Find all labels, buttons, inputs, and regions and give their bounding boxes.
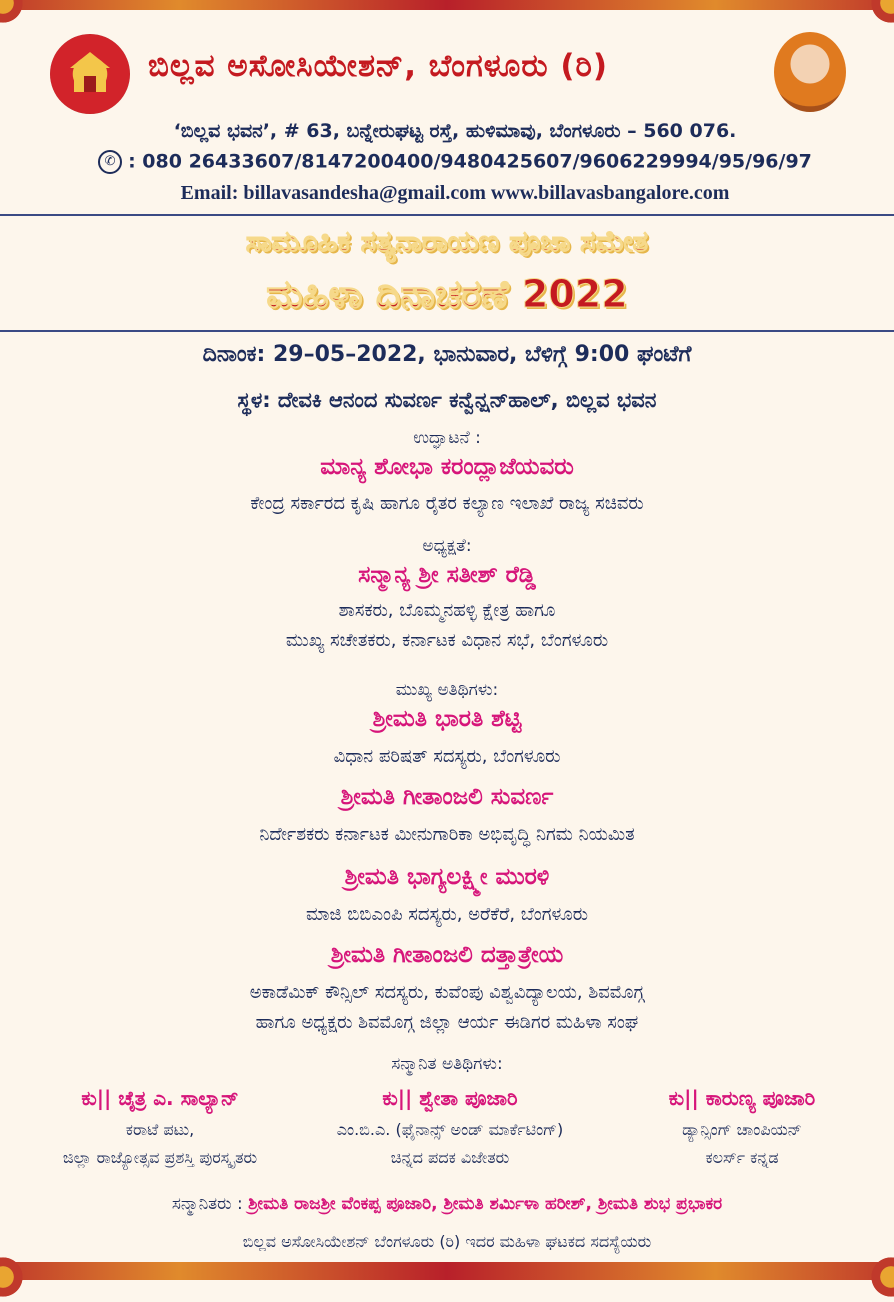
event-date: ದಿನಾಂಕ: 29–05–2022, ಭಾನುವಾರ, ಬೆಳಿಗ್ಗೆ 9:00 ಘಂಟೆಗೆ: [202, 342, 692, 367]
chief-guest-desc: ವಿಧಾನ ಪರಿಷತ್ ಸದಸ್ಯರು, ಬೆಂಗಳೂರು: [333, 746, 561, 767]
phone-line: [40, 150, 870, 174]
swamiji-photo-icon: [774, 32, 846, 112]
honored-guest-desc: ಕರಾಟೆ ಪಟು,: [125, 1120, 195, 1139]
president-desc: ಶಾಸಕರು, ಬೊಮ್ಮನಹಳ್ಳಿ ಕ್ಷೇತ್ರ ಹಾಗೂ: [338, 600, 556, 621]
inauguration-label: ಉದ್ಘಾಟನೆ :: [413, 428, 481, 448]
org-name: ಬಿಲ್ಲವ ಅಸೋಸಿಯೇಶನ್, ಬೆಂಗಳೂರು (ರಿ): [148, 48, 609, 84]
bottom-border: [0, 1262, 894, 1280]
honored-guest-name: ಕು|| ಚೈತ್ರ ಎ. ಸಾಲ್ಯಾನ್: [81, 1086, 239, 1110]
event-title-line2: ಮಹಿಳಾ ದಿನಾಚರಣೆ 2022: [266, 272, 628, 316]
event-title-line1: ಸಾಮೂಹಿಕ ಸತ್ಯನಾರಾಯಣ ಪೂಜಾ ಸಮೇತ: [245, 224, 649, 258]
chief-guests-label: ಮುಖ್ಯ ಅತಿಥಿಗಳು:: [395, 680, 499, 700]
phone-icon: ✆: [98, 150, 122, 174]
event-venue: ಸ್ಥಳ: ದೇವಕಿ ಆನಂದ ಸುವರ್ಣ ಕನ್ವೆನ್ಷನ್‌ಹಾಲ್, ಬಿಲ್ಲವ ಭವನ: [237, 388, 657, 412]
honored-guest-desc: ಕಲರ್ಸ್ ಕನ್ನಡ: [705, 1148, 779, 1167]
honored-guests-label: ಸನ್ಮಾನಿತ ಅತಿಥಿಗಳು:: [391, 1054, 503, 1074]
felicitated-names: ಶ್ರೀಮತಿ ರಾಜಶ್ರೀ ವೆಂಕಪ್ಪ ಪೂಜಾರಿ, ಶ್ರೀಮತಿ ಶರ್ಮಿಳಾ ಹರೀಶ್, ಶ್ರೀಮತಿ ಶುಭ ಪ್ರಭಾಕರ: [248, 1194, 723, 1214]
honored-guest-desc: ಡ್ಯಾನ್ಸಿಂಗ್ ಚಾಂಪಿಯನ್: [682, 1120, 802, 1139]
email-website: Email: billavasandesha@gmail.com www.billavasbangalore.com: [180, 182, 730, 204]
inaugurator-desc: ಕೇಂದ್ರ ಸರ್ಕಾರದ ಕೃಷಿ ಹಾಗೂ ರೈತರ ಕಲ್ಯಾಣ ಇಲಾಖೆ ರಾಜ್ಯ ಸಚಿವರು: [250, 493, 644, 514]
honored-guest-desc: ಜಿಲ್ಲಾ ರಾಜ್ಯೋತ್ಸವ ಪ್ರಶಸ್ತಿ ಪುರಸ್ಕೃತರು: [62, 1148, 258, 1167]
chief-guest-desc: ಹಾಗೂ ಅಧ್ಯಕ್ಷರು ಶಿವಮೊಗ್ಗ ಜಿಲ್ಲಾ ಆರ್ಯ ಈಡಿಗರ ಮಹಿಳಾ ಸಂಘ: [255, 1012, 639, 1033]
chief-guest-name: ಶ್ರೀಮತಿ ಗೀತಾಂಜಲಿ ಸುವರ್ಣ: [340, 784, 554, 810]
felicitated-prefix: ಸನ್ಮಾನಿತರು :: [171, 1194, 243, 1214]
address: ‘ಬಿಲ್ಲವ ಭವನ’, # 63, ಬನ್ನೇರುಘಟ್ಟ ರಸ್ತೆ, ಹುಳಿಮಾವು, ಬೆಂಗಳೂರು – 560 076.: [173, 120, 737, 142]
honored-guest-name: ಕು|| ಕಾರುಣ್ಯ ಪೂಜಾರಿ: [668, 1086, 816, 1110]
inaugurator-name: ಮಾನ್ಯ ಶೋಭಾ ಕರಂದ್ಲಾಜೆಯವರು: [320, 454, 574, 480]
phone-numbers: : 080 26433607/8147200400/9480425607/9606229994/95/96/97: [128, 150, 812, 173]
president-name: ಸನ್ಮಾನ್ಯ ಶ್ರೀ ಸತೀಶ್ ರೆಡ್ಡಿ: [358, 562, 536, 588]
divider: [0, 330, 894, 332]
honored-guest-desc: ಎಂ.ಬಿ.ಎ. (ಫೈನಾನ್ಸ್ ಅಂಡ್ ಮಾರ್ಕೆಟಿಂಗ್): [336, 1120, 564, 1139]
chief-guest-desc: ಅಕಾಡೆಮಿಕ್ ಕೌನ್ಸಿಲ್ ಸದಸ್ಯರು, ಕುವೆಂಪು ವಿಶ್ವವಿದ್ಯಾಲಯ, ಶಿವಮೊಗ್ಗ: [249, 982, 645, 1003]
chief-guest-name: ಶ್ರೀಮತಿ ಭಾರತಿ ಶೆಟ್ಟಿ: [372, 706, 522, 732]
felicitated-members: [0, 1194, 894, 1214]
org-note: ಬಿಲ್ಲವ ಅಸೋಸಿಯೇಶನ್ ಬೆಂಗಳೂರು (ರಿ) ಇದರ ಮಹಿಳಾ ಘಟಕದ ಸದಸ್ಯೆಯರು: [242, 1232, 652, 1251]
temple-logo-icon: [50, 34, 130, 114]
honored-guest: [300, 1086, 600, 1168]
letterhead: [0, 14, 894, 214]
honored-guest: [10, 1086, 310, 1168]
chief-guest-name: ಶ್ರೀಮತಿ ಗೀತಾಂಜಲಿ ದತ್ತಾತ್ರೇಯ: [330, 942, 564, 968]
corner-ornament: [0, 1252, 28, 1302]
honored-guest-desc: ಚಿನ್ನದ ಪದಕ ವಿಜೇತರು: [390, 1148, 510, 1167]
honored-guest: [600, 1086, 884, 1168]
corner-ornament: [866, 1252, 894, 1302]
chief-guest-desc: ಮಾಜಿ ಬಿಬಿಎಂಪಿ ಸದಸ್ಯರು, ಅರೆಕೆರೆ, ಬೆಂಗಳೂರು: [305, 904, 589, 925]
divider: [0, 214, 894, 216]
presidency-label: ಅಧ್ಯಕ್ಷತೆ:: [422, 536, 472, 556]
president-desc: ಮುಖ್ಯ ಸಚೇತಕರು, ಕರ್ನಾಟಕ ವಿಧಾನ ಸಭೆ, ಬೆಂಗಳೂರು: [285, 630, 609, 651]
top-border: [0, 0, 894, 10]
chief-guest-name: ಶ್ರೀಮತಿ ಭಾಗ್ಯಲಕ್ಷ್ಮೀ ಮುರಳಿ: [344, 864, 550, 890]
chief-guest-desc: ನಿರ್ದೇಶಕರು ಕರ್ನಾಟಕ ಮೀನುಗಾರಿಕಾ ಅಭಿವೃದ್ಧಿ ನಿಗಮ ನಿಯಮಿತ: [259, 824, 635, 845]
honored-guest-name: ಕು|| ಶ್ವೇತಾ ಪೂಜಾರಿ: [382, 1086, 518, 1110]
